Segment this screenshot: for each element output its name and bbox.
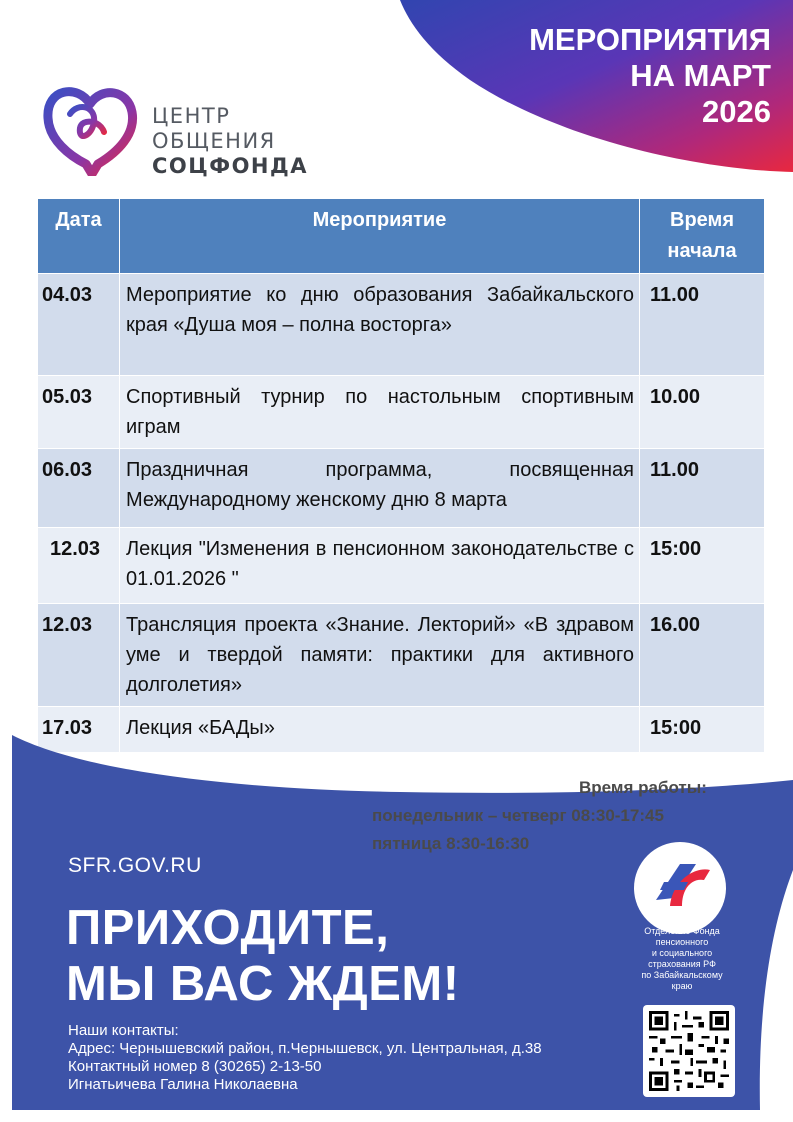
- row-event: Праздничная программа, посвященная Международному женскому дню 8 марта: [120, 449, 640, 528]
- sfr-caption-line-3: и социального: [651, 948, 713, 958]
- working-hours-title: Время работы:: [579, 778, 707, 797]
- sfr-logo-icon: [634, 842, 726, 934]
- qr-code[interactable]: [643, 1005, 735, 1097]
- working-hours-weekdays: понедельник – четверг 08:30-17:45: [372, 806, 664, 825]
- sfr-caption-line-2: пенсионного: [655, 937, 709, 947]
- contacts-block: [68, 1022, 542, 1094]
- row-time: 15:00: [640, 707, 765, 753]
- logo-line-3: СОЦФОНДА: [152, 154, 308, 178]
- row-time: 11.00: [640, 449, 765, 528]
- sfr-caption-line-5: по Забайкальскому: [641, 970, 723, 980]
- sfr-caption-line-4: страхования РФ: [648, 959, 716, 969]
- contacts-address: Адрес: Чернышевский район, п.Чернышевск, ул. Центральная, д.38: [68, 1040, 542, 1057]
- row-date: 05.03: [38, 376, 120, 449]
- slogan-line-1: ПРИХОДИТЕ,: [66, 901, 390, 955]
- title-line-1: МЕРОПРИЯТИЯ: [529, 22, 771, 57]
- header-time-label: Время начала: [667, 209, 737, 262]
- qr-code-icon: [649, 1011, 729, 1091]
- row-date: 12.03: [38, 604, 120, 707]
- row-event: Лекция "Изменения в пенсионном законодательстве с 01.01.2026 ": [120, 528, 640, 604]
- row-time: 15:00: [640, 528, 765, 604]
- header-date: Дата: [38, 199, 120, 274]
- website-link[interactable]: SFR.GOV.RU: [68, 854, 202, 877]
- logo-line-1: ЦЕНТР: [152, 104, 231, 128]
- slogan-line-2: МЫ ВАС ЖДЕМ!: [66, 957, 460, 1011]
- working-hours-friday: пятница 8:30-16:30: [372, 834, 530, 853]
- row-event: Лекция «БАДы»: [120, 707, 640, 753]
- header-event: Мероприятие: [120, 199, 640, 274]
- row-time: 10.00: [640, 376, 765, 449]
- row-time: 11.00: [640, 274, 765, 376]
- sfr-caption: [622, 926, 742, 992]
- contacts-title: Наши контакты:: [68, 1022, 179, 1039]
- slogan: [66, 900, 460, 1012]
- sfr-caption-line-6: краю: [671, 981, 693, 991]
- contacts-person: Игнатьичева Галина Николаевна: [68, 1076, 298, 1093]
- row-event: Трансляция проекта «Знание. Лекторий» «В здравом уме и твердой памяти: практики для активного долголетия»: [120, 604, 640, 707]
- row-event: Спортивный турнир по настольным спортивным играм: [120, 376, 640, 449]
- row-date: 17.03: [38, 707, 120, 753]
- row-event: Мероприятие ко дню образования Забайкальского края «Душа моя – полна восторга»: [120, 274, 640, 376]
- contacts-phone: Контактный номер 8 (30265) 2-13-50: [68, 1058, 322, 1075]
- title-line-2: НА МАРТ: [630, 58, 771, 93]
- row-date: 12.03: [38, 528, 120, 604]
- title-line-3: 2026: [702, 94, 771, 129]
- sfr-caption-line-1: Отделение Фонда: [644, 926, 720, 936]
- logo-line-2: ОБЩЕНИЯ: [152, 129, 276, 153]
- row-date: 06.03: [38, 449, 120, 528]
- row-date: 04.03: [38, 274, 120, 376]
- row-time: 16.00: [640, 604, 765, 707]
